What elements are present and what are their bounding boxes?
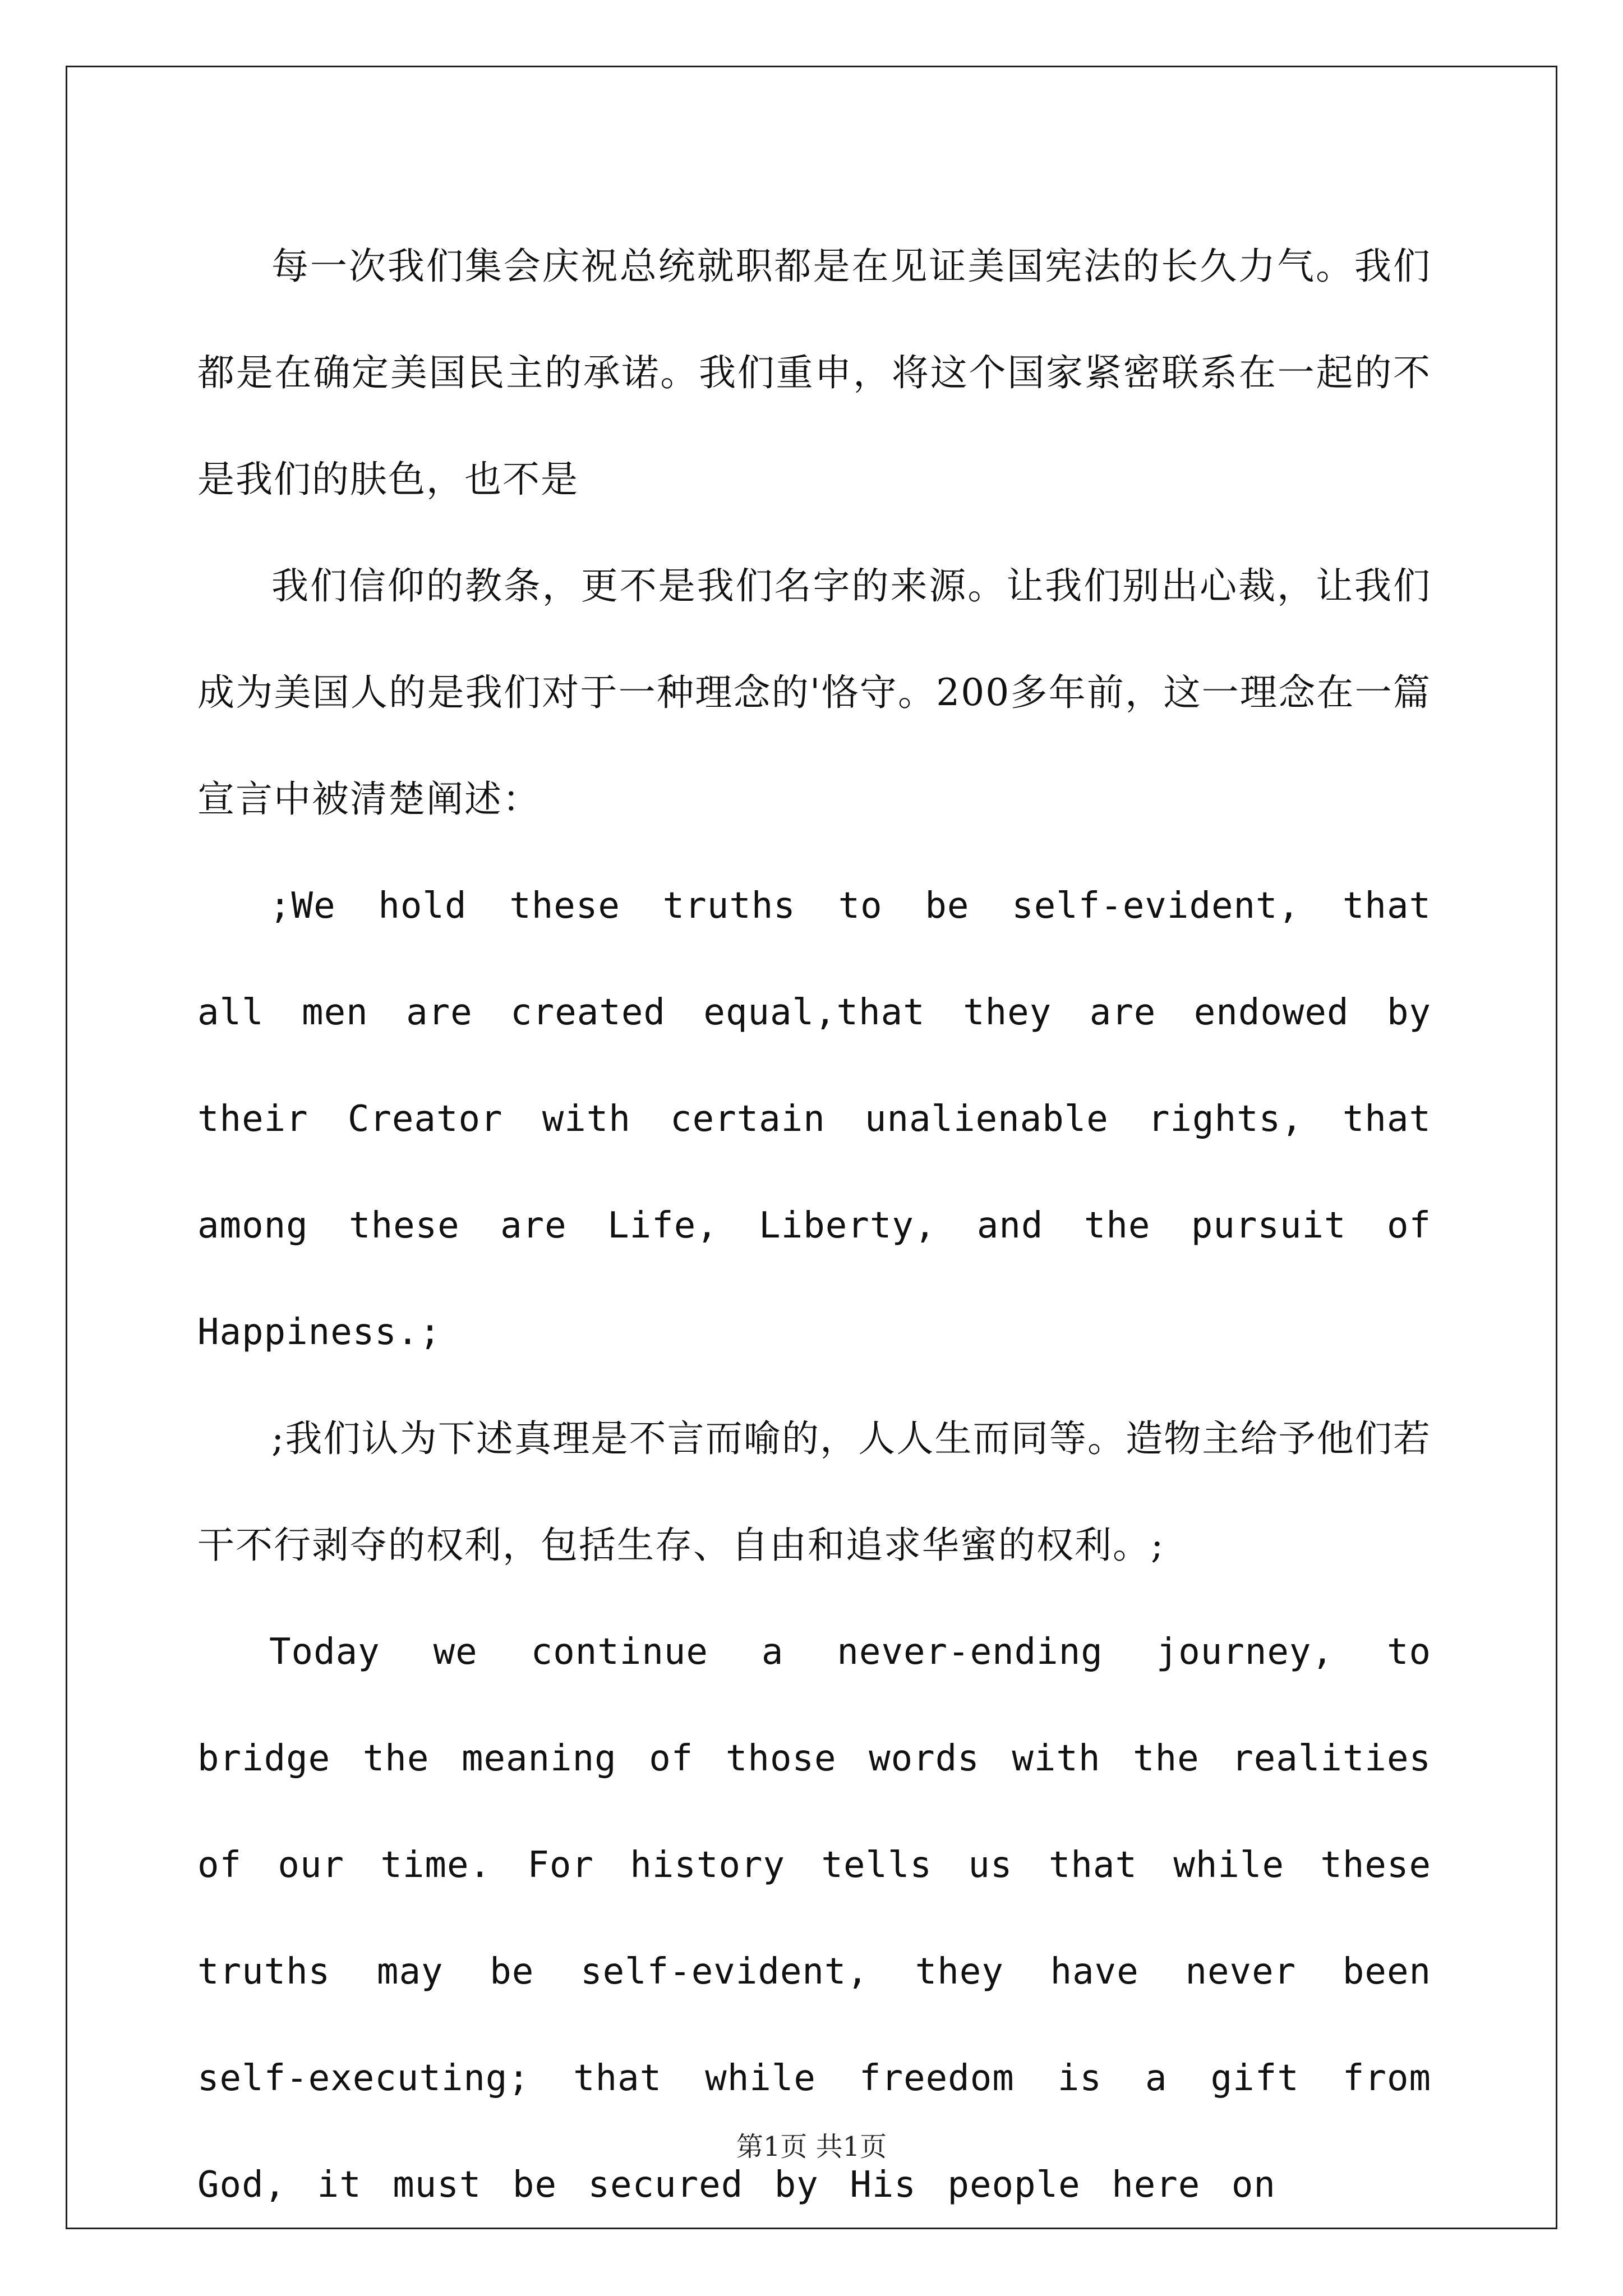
page-footer: 第1页 共1页 — [736, 2131, 887, 2162]
paragraph-3: ;We hold these truths to be self-evident, that all men are created equal,that they are endowed by their Creator with certain unalienable rights, that among these are Life, Liberty, and the pursuit of Happiness.; — [197, 885, 1431, 1353]
paragraph-1: 每一次我们集会庆祝总统就职都是在见证美国宪法的长久力气。我们都是在确定美国民主的承诺。我们重申，将这个国家紧密联系在一起的不是我们的肤色，也不是 — [197, 245, 1431, 501]
paragraph-2: 我们信仰的教条，更不是我们名字的来源。让我们别出心裁，让我们成为美国人的是我们对于一种理念的'恪守。200多年前，这一理念在一篇宣言中被清楚阐述： — [197, 564, 1431, 821]
paragraph-4: ;我们认为下述真理是不言而喻的，人人生而同等。造物主给予他们若干不行剥夺的权利，包括生存、自由和追求华蜜的权利。; — [197, 1417, 1431, 1567]
paragraph-5: Today we continue a never-ending journey, to bridge the meaning of those words with the realities of our time. For history tells us that while these truths may be self-evident, they have never been self-executing; that while freedom is a gift from God, it must be secured by His people here on — [197, 1631, 1431, 2206]
document-body — [197, 213, 1431, 2238]
